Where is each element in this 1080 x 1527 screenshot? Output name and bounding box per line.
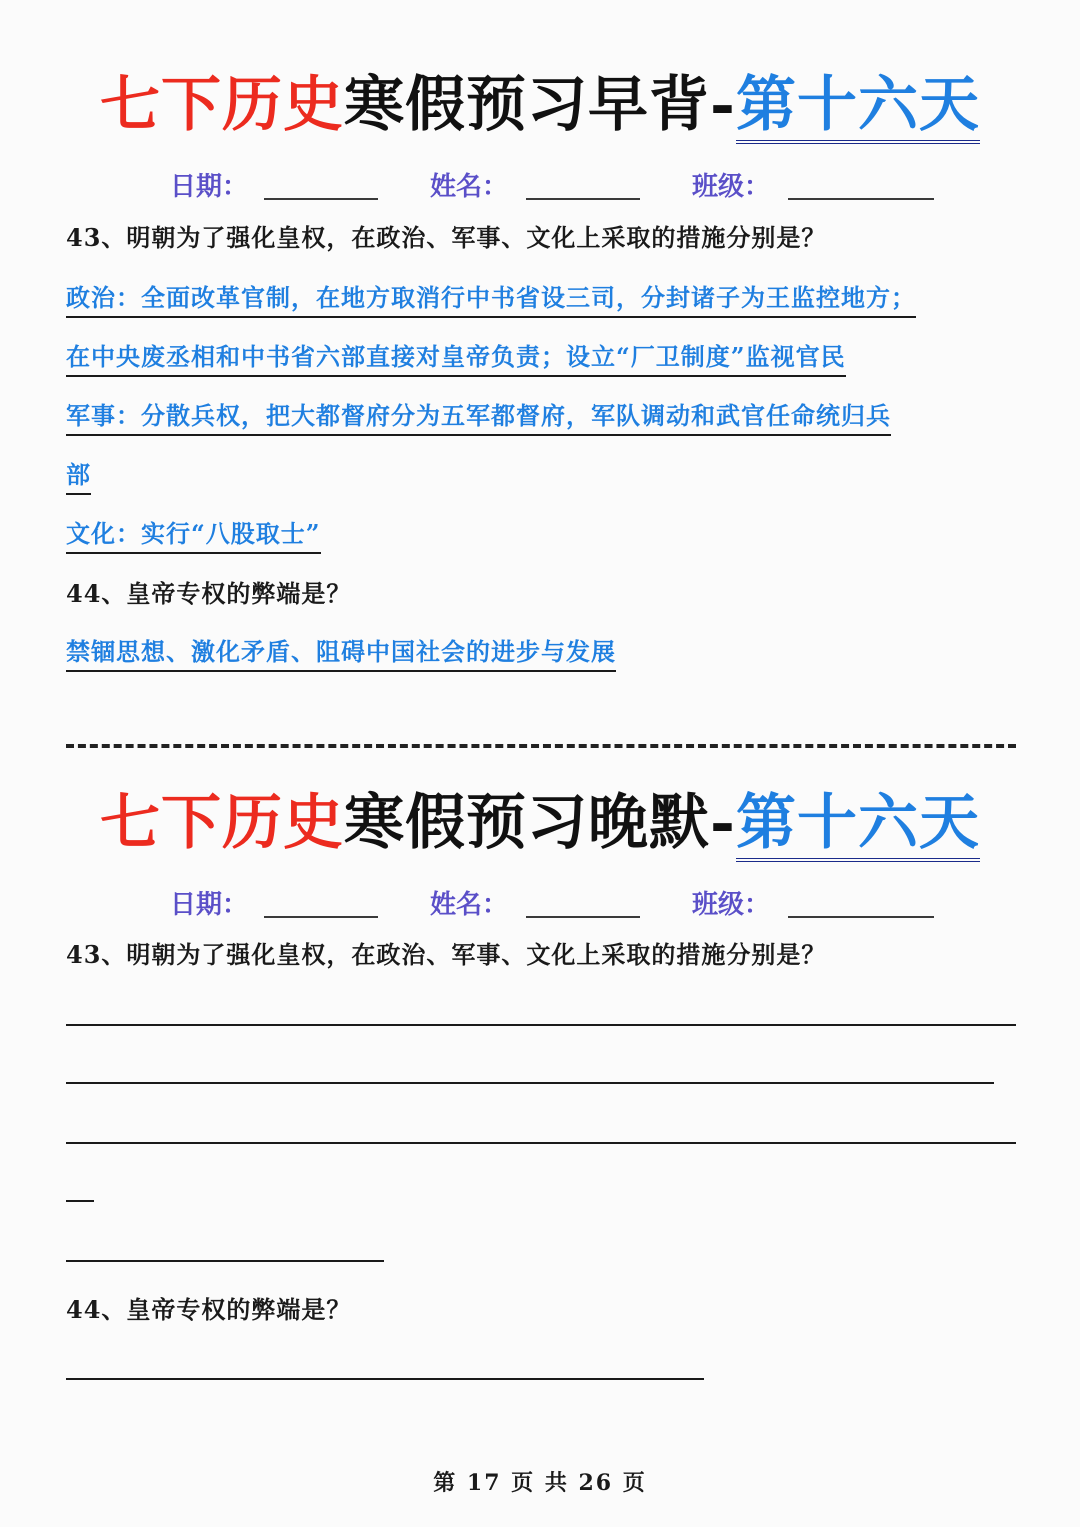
morning-answer-43-line5: 文化：实行“八股取士”: [66, 514, 321, 554]
section-divider: [66, 744, 1016, 748]
morning-date-field[interactable]: [264, 198, 378, 200]
morning-title: [0, 70, 1080, 140]
morning-answer-44: 禁锢思想、激化矛盾、阻碍中国社会的进步与发展: [66, 632, 616, 672]
evening-info-row: [0, 884, 1080, 924]
morning-answer-43-line2: 在中央废丞相和中书省六部直接对皇帝负责；设立“厂卫制度”监视官民: [66, 337, 846, 377]
morning-date-label: 日期：: [170, 172, 249, 202]
evening-question-44: 44、皇帝专权的弊端是？: [66, 1295, 352, 1324]
answer-line-43-5[interactable]: [66, 1260, 384, 1262]
evening-title-red: 七下历史: [100, 788, 345, 858]
morning-info-row: [0, 166, 1080, 206]
answer-line-44[interactable]: [66, 1378, 704, 1380]
evening-date-field[interactable]: [264, 916, 378, 918]
morning-name-field[interactable]: [526, 198, 640, 200]
morning-title-black: 寒假预习早背-: [344, 70, 736, 140]
morning-title-blue: 第十六天: [736, 70, 980, 144]
answer-line-43-4[interactable]: [66, 1200, 94, 1202]
evening-title: [0, 788, 1080, 858]
morning-answer-43-line3: 军事：分散兵权，把大都督府分为五军都督府，军队调动和武官任命统归兵: [66, 396, 891, 436]
answer-line-43-3[interactable]: [66, 1142, 1016, 1144]
morning-answer-43-line1: 政治：全面改革官制，在地方取消行中书省设三司，分封诸子为王监控地方；: [66, 278, 916, 318]
morning-class-label: 班级：: [692, 172, 771, 202]
evening-name-label: 姓名：: [430, 890, 509, 920]
morning-title-red: 七下历史: [100, 70, 345, 140]
page-number: 第 17 页 共 26 页: [433, 1470, 647, 1496]
morning-class-field[interactable]: [788, 198, 934, 200]
evening-title-blue: 第十六天: [736, 788, 980, 862]
evening-class-label: 班级：: [692, 890, 771, 920]
morning-answer-43-line4: 部: [66, 455, 91, 495]
evening-question-43: 43、明朝为了强化皇权，在政治、军事、文化上采取的措施分别是？: [66, 940, 827, 969]
evening-class-field[interactable]: [788, 916, 934, 918]
answer-line-43-1[interactable]: [66, 1024, 1016, 1026]
morning-name-label: 姓名：: [430, 172, 509, 202]
evening-name-field[interactable]: [526, 916, 640, 918]
evening-title-black: 寒假预习晚默-: [344, 788, 736, 858]
answer-line-43-2[interactable]: [66, 1082, 994, 1084]
morning-question-43: 43、明朝为了强化皇权，在政治、军事、文化上采取的措施分别是？: [66, 223, 827, 252]
evening-date-label: 日期：: [170, 890, 249, 920]
morning-question-44: 44、皇帝专权的弊端是？: [66, 579, 352, 608]
